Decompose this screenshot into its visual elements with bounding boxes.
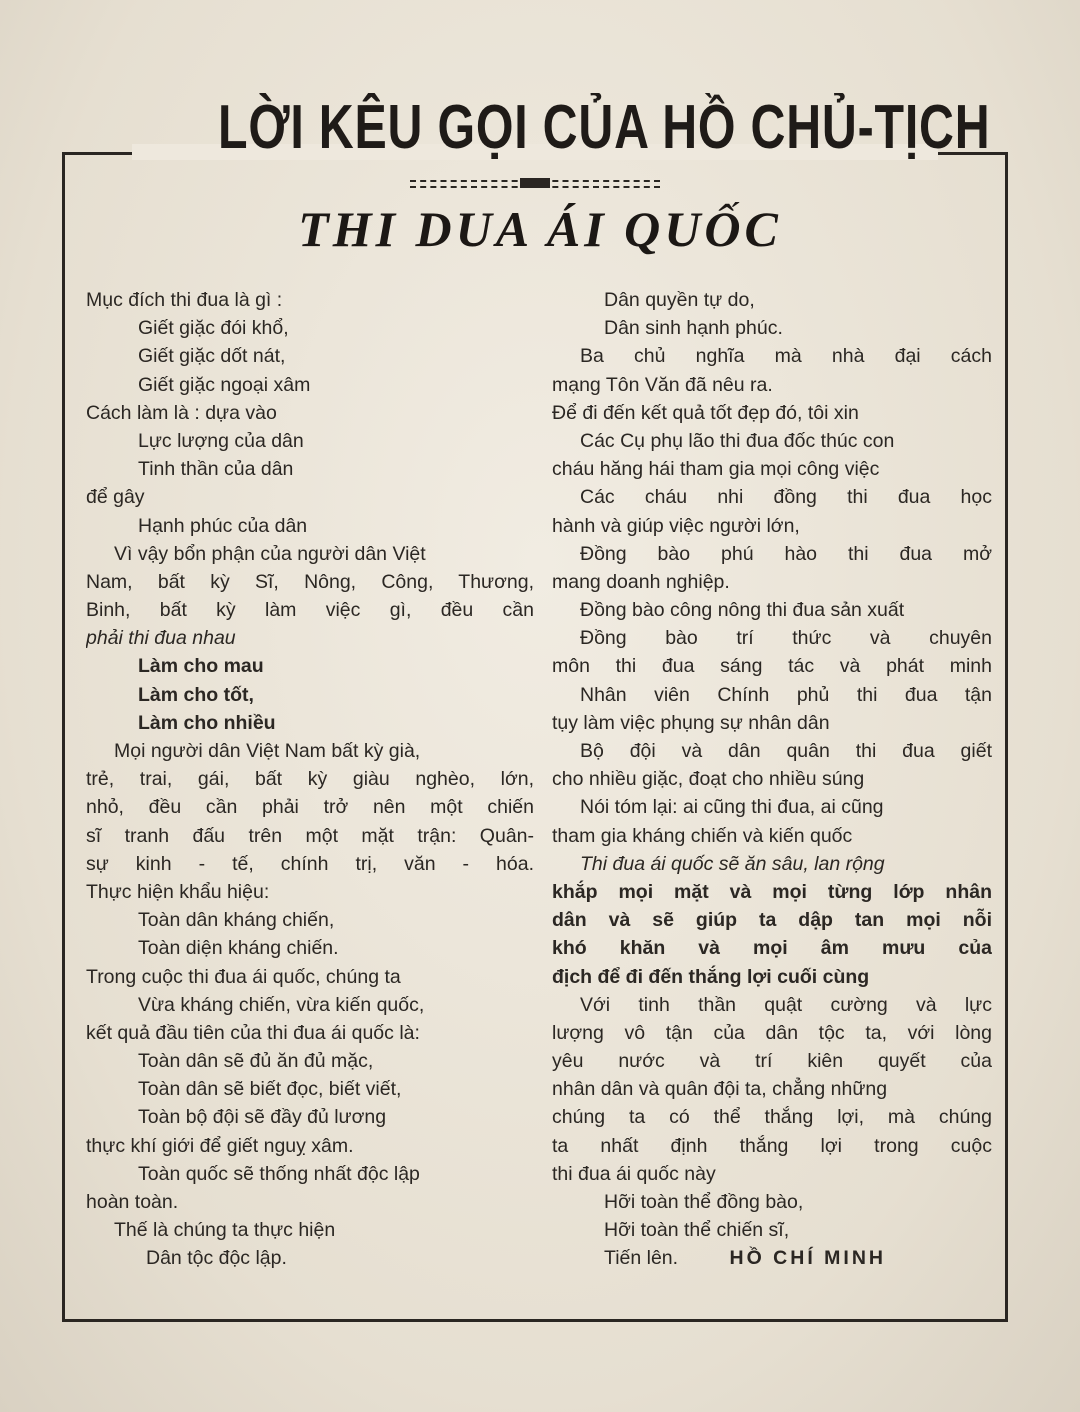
text-line: hành và giúp việc người lớn,: [552, 514, 800, 537]
text-line: Với tinh thần quật cường và lực: [580, 993, 992, 1016]
text-line: Làm cho tốt,: [138, 683, 254, 706]
text-line: tham gia kháng chiến và kiến quốc: [552, 824, 853, 847]
text-line: mạng Tôn Văn đã nêu ra.: [552, 373, 773, 396]
text-line: Để đi đến kết quả tốt đẹp đó, tôi xin: [552, 401, 859, 424]
text-line: Toàn dân sẽ biết đọc, biết viết,: [138, 1078, 402, 1101]
text-line: Mọi người dân Việt Nam bất kỳ già,: [114, 740, 421, 762]
text-line: Vừa kháng chiến, vừa kiến quốc,: [138, 993, 425, 1016]
text-line: Toàn dân kháng chiến,: [138, 909, 335, 932]
text-line: để gây: [86, 486, 145, 509]
text-line: dân và sẽ giúp ta dập tan mọi nỗi: [552, 909, 992, 932]
text-line: Thi đua ái quốc sẽ ăn sâu, lan rộng: [580, 852, 885, 875]
text-line: Đồng bào phú hào thi đua mở: [580, 542, 992, 565]
closing-exhortation: Tiến lên.: [604, 1247, 679, 1270]
text-line: thực khí giới để giết nguỵ xâm.: [86, 1134, 354, 1157]
text-line: Hạnh phúc của dân: [138, 514, 308, 537]
signature-line: [552, 1244, 992, 1272]
text-line: lượng vô tận của dân tộc ta, với lòng: [552, 1021, 992, 1044]
text-line: Vì vậy bổn phận của người dân Việt: [114, 542, 426, 565]
text-line: tụy làm việc phụng sự nhân dân: [552, 711, 830, 734]
text-line: hoàn toàn.: [86, 1191, 179, 1213]
text-line: cháu hăng hái tham gia mọi công việc: [552, 458, 880, 481]
text-line: Hỡi toàn thể chiến sĩ,: [604, 1219, 790, 1242]
text-line: ta nhất định thắng lợi trong cuộc: [552, 1134, 992, 1157]
signature: HỒ CHÍ MINH: [729, 1247, 886, 1270]
text-line: Thực hiện khẩu hiệu:: [86, 880, 270, 903]
text-line: Dân quyền tự do,: [604, 289, 755, 311]
text-line: Tinh thần của dân: [138, 458, 294, 481]
text-line: Toàn diện kháng chiến.: [138, 937, 339, 960]
text-line: Ba chủ nghĩa mà nhà đại cách: [580, 345, 992, 368]
text-line: Toàn quốc sẽ thống nhất độc lập: [138, 1162, 420, 1185]
text-line: khắp mọi mặt và mọi từng lớp nhân: [552, 880, 992, 903]
text-line: phải thi đua nhau: [86, 627, 236, 650]
text-line: Cách làm là : dựa vào: [86, 401, 277, 424]
text-line: Binh, bất kỳ làm việc gì, đều cần: [86, 599, 534, 622]
text-line: Nhân viên Chính phủ thi đua tận: [580, 683, 992, 706]
text-line: yêu nước và trí kiên quyết của: [552, 1050, 992, 1073]
text-line: Làm cho mau: [138, 655, 264, 678]
text-line: Giết giặc dốt nát,: [138, 345, 286, 368]
text-line: thi đua ái quốc này: [552, 1162, 716, 1185]
text-line: Mục đích thi đua là gì :: [86, 289, 283, 311]
text-line: Thế là chúng ta thực hiện: [114, 1219, 336, 1242]
text-line: môn thi đua sáng tác và phát minh: [552, 655, 992, 678]
text-line: nhỏ, đều cần phải trở nên một chiến: [86, 796, 534, 819]
text-line: mang doanh nghiệp.: [552, 570, 730, 593]
subtitle: THI DUA ÁI QUỐC: [298, 201, 782, 257]
headline: LỜI KÊU GỌI CỦA HỒ CHỦ-TỊCH: [218, 93, 991, 162]
right-column: [552, 286, 992, 1273]
text-line: Lực lượng của dân: [138, 429, 304, 452]
text-line: Dân tộc độc lập.: [146, 1247, 287, 1270]
text-line: khó khăn và mọi âm mưu của: [552, 937, 992, 960]
text-line: Đồng bào trí thức và chuyên: [580, 627, 992, 650]
text-line: Các Cụ phụ lão thi đua đốc thúc con: [580, 429, 895, 452]
text-line: chúng ta có thể thắng lợi, mà chúng: [552, 1106, 992, 1129]
text-line: Toàn dân sẽ đủ ăn đủ mặc,: [138, 1050, 374, 1073]
ornamental-rule: [410, 176, 660, 190]
text-line: kết quả đầu tiên của thi đua ái quốc là:: [86, 1021, 420, 1044]
left-column: [86, 286, 534, 1273]
text-line: trẻ, trai, gái, bất kỳ giàu nghèo, lớn,: [86, 768, 534, 791]
text-line: Nói tóm lại: ai cũng thi đua, ai cũng: [580, 796, 884, 819]
text-line: cho nhiều giặc, đoạt cho nhiều súng: [552, 768, 865, 791]
text-line: địch để đi đến thắng lợi cuối cùng: [552, 965, 870, 988]
text-line: Đồng bào công nông thi đua sản xuất: [580, 599, 905, 622]
text-line: Nam, bất kỳ Sĩ, Nông, Công, Thương,: [86, 570, 534, 593]
text-line: sự kinh - tế, chính trị, văn - hóa.: [86, 852, 534, 875]
text-line: Toàn bộ đội sẽ đầy đủ lương: [138, 1106, 387, 1129]
text-line: nhân dân và quân đội ta, chẳng những: [552, 1078, 888, 1101]
text-line: Dân sinh hạnh phúc.: [604, 317, 783, 340]
text-line: Trong cuộc thi đua ái quốc, chúng ta: [86, 965, 401, 988]
text-line: Làm cho nhiều: [138, 711, 276, 734]
text-line: Các cháu nhi đồng thi đua học: [580, 486, 992, 509]
text-line: Giết giặc đói khổ,: [138, 317, 289, 340]
text-line: Hỡi toàn thể đồng bào,: [604, 1191, 804, 1213]
text-line: sĩ tranh đấu trên một mặt trận: Quân-: [86, 824, 534, 847]
text-line: Giết giặc ngoại xâm: [138, 373, 311, 396]
text-line: Bộ đội và dân quân thi đua giết: [580, 740, 992, 762]
